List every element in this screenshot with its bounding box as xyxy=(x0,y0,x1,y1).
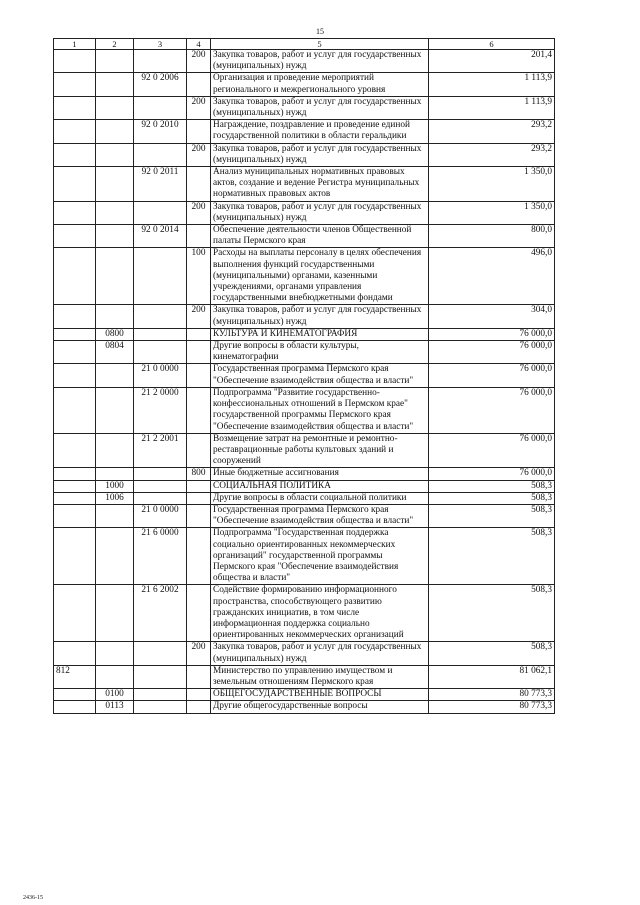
admin-code-cell xyxy=(54,364,96,387)
table-row xyxy=(54,468,555,480)
description-cell: КУЛЬТУРА И КИНЕМАТОГРАФИЯ xyxy=(211,328,429,340)
amount-cell: 508,3 xyxy=(429,480,555,492)
amount-cell: 1 350,0 xyxy=(429,167,555,202)
document-code: 2436-15 xyxy=(23,895,43,901)
target-article-cell xyxy=(134,480,187,492)
description-cell: Другие вопросы в области культуры, кинематографии xyxy=(211,341,429,364)
description-cell: Закупка товаров, работ и услуг для государственных (муниципальных) нужд xyxy=(211,143,429,166)
expense-type-cell xyxy=(187,504,211,527)
admin-code-cell xyxy=(54,248,96,305)
amount-cell: 508,3 xyxy=(429,528,555,585)
expense-type-cell: 200 xyxy=(187,96,211,119)
admin-code-cell xyxy=(54,387,96,433)
admin-code-cell: 812 xyxy=(54,665,96,688)
admin-code-cell xyxy=(54,96,96,119)
expense-type-cell xyxy=(187,341,211,364)
page-number: 15 xyxy=(316,27,324,36)
target-article-cell xyxy=(134,305,187,328)
admin-code-cell xyxy=(54,642,96,665)
target-article-cell xyxy=(134,248,187,305)
target-article-cell xyxy=(134,492,187,504)
target-article-cell: 92 0 2010 xyxy=(134,120,187,143)
amount-cell: 80 773,3 xyxy=(429,689,555,701)
table-row xyxy=(54,480,555,492)
header-col-1: 1 xyxy=(54,39,96,50)
admin-code-cell xyxy=(54,201,96,224)
section-cell: 0800 xyxy=(96,328,134,340)
table-row xyxy=(54,585,555,642)
amount-cell: 81 062,1 xyxy=(429,665,555,688)
expense-type-cell: 800 xyxy=(187,468,211,480)
section-cell xyxy=(96,225,134,248)
amount-cell: 76 000,0 xyxy=(429,328,555,340)
section-cell xyxy=(96,468,134,480)
section-cell xyxy=(96,73,134,96)
table-row xyxy=(54,528,555,585)
description-cell: Награждение, поздравление и проведение единой государственной политики в области геральдики xyxy=(211,120,429,143)
admin-code-cell xyxy=(54,341,96,364)
table-row xyxy=(54,328,555,340)
description-cell: Подпрограмма "Государственная поддержка социально ориентированных некоммерческих организаций" государственной программы Пермского края "Обеспечение взаимодействия общества и власти" xyxy=(211,528,429,585)
section-cell xyxy=(96,201,134,224)
description-cell: Возмещение затрат на ремонтные и ремонтно-реставрационные работы культовых зданий и сооружений xyxy=(211,433,429,468)
table-row xyxy=(54,665,555,688)
table-body xyxy=(54,50,555,714)
admin-code-cell xyxy=(54,225,96,248)
target-article-cell: 21 6 0000 xyxy=(134,528,187,585)
expense-type-cell xyxy=(187,480,211,492)
description-cell: Подпрограмма "Развитие государственно-конфессиональных отношений в Пермском крае" государственной программы Пермского края "Обеспечение взаимодействия общества и власти" xyxy=(211,387,429,433)
table-row xyxy=(54,305,555,328)
amount-cell: 76 000,0 xyxy=(429,433,555,468)
expense-type-cell: 200 xyxy=(187,50,211,73)
admin-code-cell xyxy=(54,143,96,166)
section-cell xyxy=(96,585,134,642)
amount-cell: 1 113,9 xyxy=(429,96,555,119)
section-cell: 1006 xyxy=(96,492,134,504)
description-cell: Расходы на выплаты персоналу в целях обеспечения выполнения функций государственными (муниципальными) органами, казенными учреждениями, органами управления государственными внебюджетными фондами xyxy=(211,248,429,305)
amount-cell: 201,4 xyxy=(429,50,555,73)
expense-type-cell xyxy=(187,387,211,433)
expense-type-cell xyxy=(187,73,211,96)
description-cell: Государственная программа Пермского края "Обеспечение взаимодействия общества и власти" xyxy=(211,364,429,387)
header-col-3: 3 xyxy=(134,39,187,50)
admin-code-cell xyxy=(54,433,96,468)
expense-type-cell xyxy=(187,433,211,468)
description-cell: Закупка товаров, работ и услуг для государственных (муниципальных) нужд xyxy=(211,305,429,328)
description-cell: Иные бюджетные ассигнования xyxy=(211,468,429,480)
expense-type-cell: 100 xyxy=(187,248,211,305)
section-cell xyxy=(96,387,134,433)
description-cell: Закупка товаров, работ и услуг для государственных (муниципальных) нужд xyxy=(211,96,429,119)
target-article-cell xyxy=(134,689,187,701)
section-cell: 0100 xyxy=(96,689,134,701)
description-cell: СОЦИАЛЬНАЯ ПОЛИТИКА xyxy=(211,480,429,492)
admin-code-cell xyxy=(54,528,96,585)
amount-cell: 76 000,0 xyxy=(429,341,555,364)
description-cell: Обеспечение деятельности членов Общественной палаты Пермского края xyxy=(211,225,429,248)
expense-type-cell xyxy=(187,364,211,387)
amount-cell: 800,0 xyxy=(429,225,555,248)
description-cell: Закупка товаров, работ и услуг для государственных (муниципальных) нужд xyxy=(211,50,429,73)
section-cell: 1000 xyxy=(96,480,134,492)
expense-type-cell xyxy=(187,492,211,504)
section-cell xyxy=(96,665,134,688)
target-article-cell: 21 6 2002 xyxy=(134,585,187,642)
expense-type-cell xyxy=(187,225,211,248)
target-article-cell: 21 0 0000 xyxy=(134,504,187,527)
table-row xyxy=(54,701,555,713)
target-article-cell xyxy=(134,642,187,665)
admin-code-cell xyxy=(54,305,96,328)
admin-code-cell xyxy=(54,167,96,202)
section-cell xyxy=(96,143,134,166)
admin-code-cell xyxy=(54,120,96,143)
expense-type-cell: 200 xyxy=(187,305,211,328)
target-article-cell xyxy=(134,665,187,688)
target-article-cell: 21 2 2001 xyxy=(134,433,187,468)
section-cell xyxy=(96,248,134,305)
table-row xyxy=(54,341,555,364)
description-cell: Другие вопросы в области социальной политики xyxy=(211,492,429,504)
expense-type-cell: 200 xyxy=(187,143,211,166)
admin-code-cell xyxy=(54,689,96,701)
table-row xyxy=(54,73,555,96)
target-article-cell xyxy=(134,468,187,480)
admin-code-cell xyxy=(54,480,96,492)
expense-type-cell xyxy=(187,701,211,713)
target-article-cell: 92 0 2011 xyxy=(134,167,187,202)
expense-type-cell xyxy=(187,585,211,642)
table-row xyxy=(54,504,555,527)
amount-cell: 76 000,0 xyxy=(429,468,555,480)
description-cell: Министерство по управлению имуществом и земельным отношениям Пермского края xyxy=(211,665,429,688)
table-row xyxy=(54,143,555,166)
table-row xyxy=(54,492,555,504)
table-row xyxy=(54,96,555,119)
amount-cell: 304,0 xyxy=(429,305,555,328)
admin-code-cell xyxy=(54,701,96,713)
amount-cell: 1 113,9 xyxy=(429,73,555,96)
admin-code-cell xyxy=(54,50,96,73)
section-cell: 0804 xyxy=(96,341,134,364)
target-article-cell xyxy=(134,50,187,73)
description-cell: ОБЩЕГОСУДАРСТВЕННЫЕ ВОПРОСЫ xyxy=(211,689,429,701)
table-row xyxy=(54,433,555,468)
target-article-cell xyxy=(134,96,187,119)
header-row xyxy=(54,39,555,50)
description-cell: Государственная программа Пермского края "Обеспечение взаимодействия общества и власти" xyxy=(211,504,429,527)
description-cell: Содействие формированию информационного пространства, способствующего развитию гражданских инициатив, в том числе информационная поддержка социально ориентированных некоммерческих организаций xyxy=(211,585,429,642)
table-row xyxy=(54,225,555,248)
section-cell xyxy=(96,167,134,202)
section-cell xyxy=(96,50,134,73)
admin-code-cell xyxy=(54,73,96,96)
section-cell xyxy=(96,364,134,387)
target-article-cell xyxy=(134,341,187,364)
table-row xyxy=(54,689,555,701)
table-row xyxy=(54,248,555,305)
section-cell xyxy=(96,120,134,143)
expense-type-cell: 200 xyxy=(187,201,211,224)
target-article-cell xyxy=(134,201,187,224)
amount-cell: 496,0 xyxy=(429,248,555,305)
amount-cell: 80 773,3 xyxy=(429,701,555,713)
target-article-cell xyxy=(134,143,187,166)
admin-code-cell xyxy=(54,585,96,642)
header-col-6: 6 xyxy=(429,39,555,50)
target-article-cell xyxy=(134,701,187,713)
target-article-cell: 92 0 2006 xyxy=(134,73,187,96)
amount-cell: 508,3 xyxy=(429,642,555,665)
expense-type-cell xyxy=(187,528,211,585)
table-row xyxy=(54,201,555,224)
expense-type-cell xyxy=(187,665,211,688)
target-article-cell: 21 2 0000 xyxy=(134,387,187,433)
expense-type-cell xyxy=(187,120,211,143)
table-header xyxy=(54,39,555,50)
admin-code-cell xyxy=(54,492,96,504)
admin-code-cell xyxy=(54,328,96,340)
header-col-5: 5 xyxy=(211,39,429,50)
section-cell xyxy=(96,504,134,527)
table-row xyxy=(54,50,555,73)
expense-type-cell xyxy=(187,167,211,202)
amount-cell: 293,2 xyxy=(429,120,555,143)
table-row xyxy=(54,364,555,387)
amount-cell: 76 000,0 xyxy=(429,364,555,387)
table-row xyxy=(54,642,555,665)
amount-cell: 1 350,0 xyxy=(429,201,555,224)
budget-table xyxy=(53,38,555,714)
section-cell xyxy=(96,433,134,468)
description-cell: Закупка товаров, работ и услуг для государственных (муниципальных) нужд xyxy=(211,201,429,224)
description-cell: Организация и проведение мероприятий регионального и межрегионального уровня xyxy=(211,73,429,96)
admin-code-cell xyxy=(54,468,96,480)
section-cell xyxy=(96,642,134,665)
table-row xyxy=(54,167,555,202)
amount-cell: 508,3 xyxy=(429,504,555,527)
amount-cell: 76 000,0 xyxy=(429,387,555,433)
description-cell: Другие общегосударственные вопросы xyxy=(211,701,429,713)
section-cell xyxy=(96,528,134,585)
section-cell: 0113 xyxy=(96,701,134,713)
table-row xyxy=(54,120,555,143)
admin-code-cell xyxy=(54,504,96,527)
expense-type-cell: 200 xyxy=(187,642,211,665)
target-article-cell: 21 0 0000 xyxy=(134,364,187,387)
header-col-2: 2 xyxy=(96,39,134,50)
amount-cell: 508,3 xyxy=(429,492,555,504)
table-row xyxy=(54,387,555,433)
section-cell xyxy=(96,96,134,119)
amount-cell: 508,3 xyxy=(429,585,555,642)
expense-type-cell xyxy=(187,689,211,701)
target-article-cell xyxy=(134,328,187,340)
description-cell: Анализ муниципальных нормативных правовых актов, создание и ведение Регистра муниципальных нормативных правовых актов xyxy=(211,167,429,202)
description-cell: Закупка товаров, работ и услуг для государственных (муниципальных) нужд xyxy=(211,642,429,665)
target-article-cell: 92 0 2014 xyxy=(134,225,187,248)
amount-cell: 293,2 xyxy=(429,143,555,166)
section-cell xyxy=(96,305,134,328)
header-col-4: 4 xyxy=(187,39,211,50)
expense-type-cell xyxy=(187,328,211,340)
